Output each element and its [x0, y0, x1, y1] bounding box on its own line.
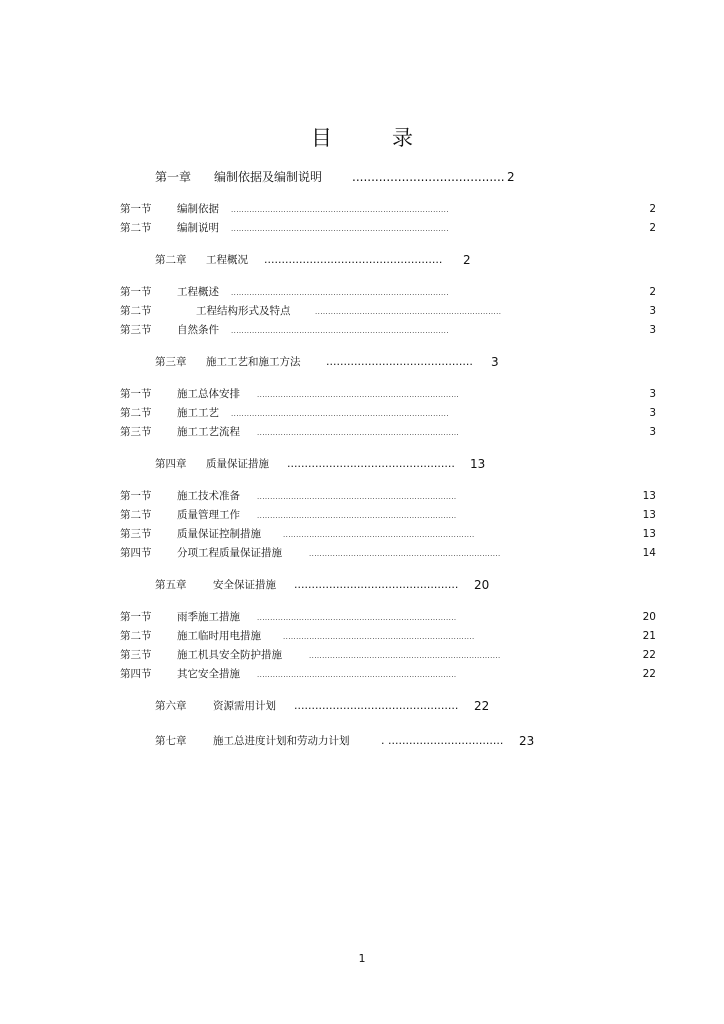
section-page: 2 [649, 222, 656, 234]
section-leader: ............................................................................ [257, 671, 457, 679]
chapter-leader: ........................................ [352, 170, 505, 184]
section-title: 施工临时用电措施 [177, 630, 261, 642]
section-number: 第二节 [120, 630, 152, 642]
section-page: 22 [642, 649, 656, 661]
chapter-number: 第二章 [155, 254, 187, 266]
section-number: 第三节 [120, 426, 152, 438]
chapter-title: 施工工艺和施工方法 [206, 356, 301, 368]
chapter-leader: .......................................... [326, 355, 473, 368]
section-page: 3 [649, 305, 656, 317]
chapter-title: 质量保证措施 [206, 458, 269, 470]
section-leader: ............................................................................ [257, 512, 457, 520]
page-title [0, 122, 724, 152]
chapter-number: 第一章 [155, 170, 192, 184]
section-page: 21 [642, 630, 656, 642]
section-number: 第三节 [120, 324, 152, 336]
section-leader: ............................................................................ [257, 493, 457, 501]
section-title: 工程结构形式及特点 [196, 305, 291, 317]
toc-section[interactable] [0, 424, 724, 440]
chapter-title: 工程概况 [206, 254, 248, 266]
chapter-page: 22 [474, 699, 490, 713]
title-char-1: 目 [311, 126, 332, 150]
section-title: 施工技术准备 [177, 490, 240, 502]
toc-section[interactable] [0, 201, 724, 217]
section-leader: ......................................................................... [309, 652, 501, 660]
chapter-leader: ................................................... [264, 253, 443, 266]
chapter-page: 20 [474, 578, 490, 592]
toc-section[interactable] [0, 488, 724, 504]
toc-section[interactable] [0, 666, 724, 682]
section-title: 施工工艺 [177, 407, 219, 419]
section-page: 2 [649, 286, 656, 298]
section-number: 第二节 [120, 222, 152, 234]
section-page: 13 [642, 490, 656, 502]
toc-section[interactable] [0, 322, 724, 338]
toc-section[interactable] [0, 628, 724, 644]
chapter-leader: ............................................... [294, 699, 459, 712]
chapter-leader: ............................................... [294, 578, 459, 591]
section-title: 施工工艺流程 [177, 426, 240, 438]
section-page: 3 [649, 407, 656, 419]
section-page: 22 [642, 668, 656, 680]
section-title: 施工总体安排 [177, 388, 240, 400]
section-page: 3 [649, 388, 656, 400]
toc-section[interactable] [0, 526, 724, 542]
chapter-page: 2 [507, 170, 515, 184]
toc-section[interactable] [0, 647, 724, 663]
chapter-title: 编制依据及编制说明 [214, 170, 323, 184]
chapter-page: 23 [519, 734, 535, 748]
section-number: 第一节 [120, 388, 152, 400]
section-leader: ................................................................................... [231, 289, 449, 297]
section-number: 第二节 [120, 407, 152, 419]
chapter-number: 第三章 [155, 356, 187, 368]
section-title: 质量管理工作 [177, 509, 240, 521]
chapter-number: 第七章 [155, 735, 187, 747]
chapter-number: 第五章 [155, 579, 187, 591]
section-page: 14 [642, 547, 656, 559]
section-page: 13 [642, 509, 656, 521]
section-leader: ............................................................................ [257, 614, 457, 622]
section-leader: ......................................................................... [309, 550, 501, 558]
toc-section[interactable] [0, 220, 724, 236]
section-leader: ................................................................................... [231, 206, 449, 214]
section-leader: ............................................................................. [257, 429, 460, 437]
section-title: 施工机具安全防护措施 [177, 649, 282, 661]
section-leader: ....................................................................... [315, 308, 502, 316]
toc-section[interactable] [0, 507, 724, 523]
section-leader: ................................................................................... [231, 327, 449, 335]
chapter-page: 3 [491, 355, 499, 369]
section-leader: ............................................................................. [257, 391, 460, 399]
section-number: 第一节 [120, 611, 152, 623]
section-page: 2 [649, 203, 656, 215]
toc-section[interactable] [0, 303, 724, 319]
section-title: 分项工程质量保证措施 [177, 547, 282, 559]
section-title: 其它安全措施 [177, 668, 240, 680]
section-number: 第二节 [120, 305, 152, 317]
toc-section[interactable] [0, 609, 724, 625]
section-page: 3 [649, 426, 656, 438]
section-title: 编制依据 [177, 203, 219, 215]
section-page: 3 [649, 324, 656, 336]
section-number: 第三节 [120, 528, 152, 540]
chapter-page: 2 [463, 253, 471, 267]
section-page: 13 [642, 528, 656, 540]
section-leader: ................................................................................... [231, 410, 449, 418]
toc-section[interactable] [0, 545, 724, 561]
chapter-leader: . ................................. [381, 734, 504, 747]
title-char-2: 录 [392, 126, 413, 150]
section-number: 第一节 [120, 490, 152, 502]
section-leader: ......................................................................... [283, 633, 475, 641]
section-title: 自然条件 [177, 324, 219, 336]
chapter-page: 13 [470, 457, 486, 471]
section-leader: ......................................................................... [283, 531, 475, 539]
section-number: 第三节 [120, 649, 152, 661]
chapter-title: 施工总进度计划和劳动力计划 [213, 735, 350, 747]
section-number: 第四节 [120, 668, 152, 680]
section-title: 工程概述 [177, 286, 219, 298]
section-number: 第一节 [120, 286, 152, 298]
toc-section[interactable] [0, 284, 724, 300]
section-number: 第一节 [120, 203, 152, 215]
section-title: 编制说明 [177, 222, 219, 234]
section-page: 20 [642, 611, 656, 623]
section-number: 第四节 [120, 547, 152, 559]
page-number: 1 [358, 952, 366, 965]
chapter-leader: ................................................ [287, 457, 455, 470]
toc-section[interactable] [0, 386, 724, 402]
chapter-title: 安全保证措施 [213, 579, 276, 591]
chapter-number: 第六章 [155, 700, 187, 712]
section-title: 雨季施工措施 [177, 611, 240, 623]
section-leader: ................................................................................... [231, 225, 449, 233]
section-title: 质量保证控制措施 [177, 528, 261, 540]
chapter-number: 第四章 [155, 458, 187, 470]
section-number: 第二节 [120, 509, 152, 521]
toc-section[interactable] [0, 405, 724, 421]
chapter-title: 资源需用计划 [213, 700, 276, 712]
